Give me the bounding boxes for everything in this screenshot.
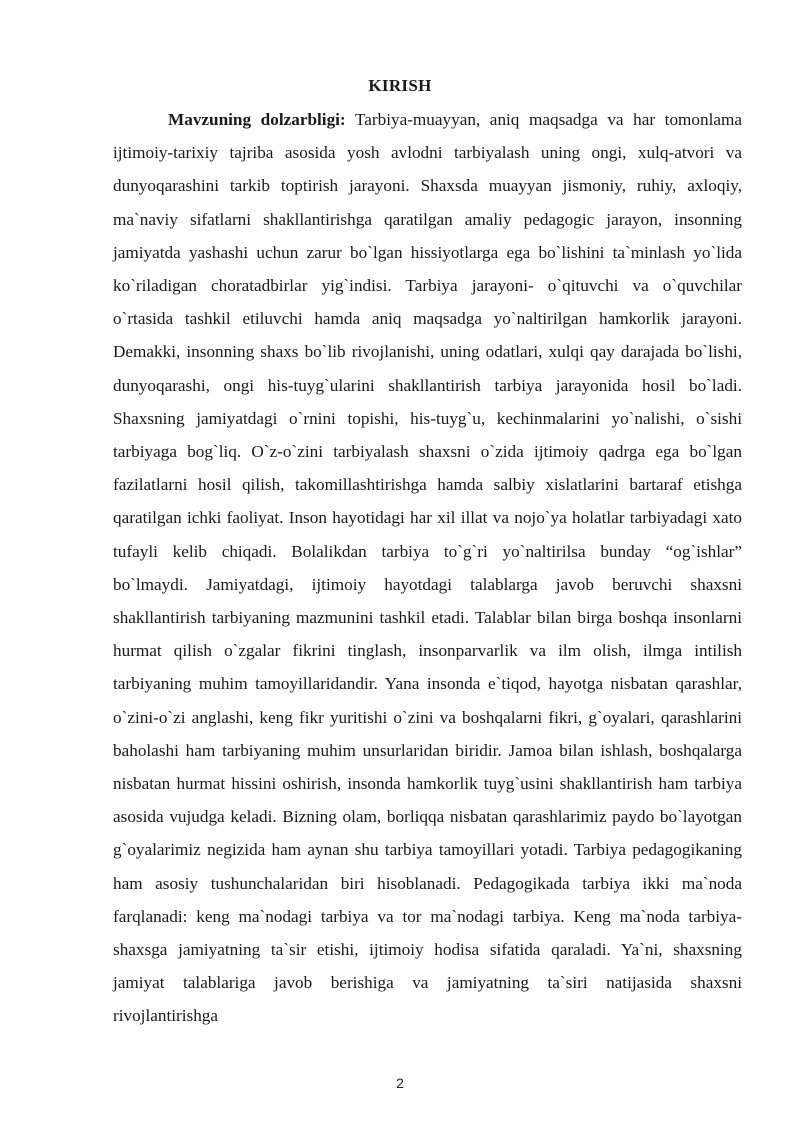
- section-heading: KIRISH: [368, 76, 432, 95]
- lead-label: Mavzuning dolzarbligi:: [168, 110, 346, 129]
- body-paragraph: [113, 103, 742, 1033]
- paragraph-text: Tarbiya-muayyan, aniq maqsadga va har tomonlama ijtimoiy-tarixiy tajriba asosida yosh avlodni tarbiyalash uning ongi, xulq-atvori va dunyoqarashini tarkib toptirish jarayoni. Shaxsda muayyan jismoniy, ruhiy, axloqiy, ma`naviy sifatlarni shakllantirishga qaratilgan amaliy pedagogic jarayon, insonning jamiyatda yashashi uchun zarur bo`lgan hissiyotlarga ega bo`lishini ta`minlash yo`lida ko`riladigan choratadbirlar yig`indisi. Tarbiya jarayoni- o`qituvchi va o`quvchilar o`rtasida tashkil etiluvchi hamda aniq maqsadga yo`naltirilgan hamkorlik jarayoni. Demakki, insonning shaxs bo`lib rivojlanishi, uning odatlari, xulqi qay darajada bo`lishi, dunyoqarashi, ongi his-tuyg`ularini shakllantirish tarbiya jarayonida hosil bo`ladi. Shaxsning jamiyatdagi o`rnini topishi, his-tuyg`u, kechinmalarini yo`nalishi, o`sishi tarbiyaga bog`liq. O`z-o`zini tarbiyalash shaxsni o`zida ijtimoiy qadrga ega bo`lgan fazilatlarni hosil qilish, takomillashtirishga hamda salbiy xislatlarini bartaraf etishga qaratilgan ichki faoliyat. Inson hayotidagi har xil illat va nojo`ya holatlar tarbiyadagi xato tufayli kelib chiqadi. Bolalikdan tarbiya to`g`ri yo`naltirilsa bunday “og`ishlar” bo`lmaydi. Jamiyatdagi, ijtimoiy hayotdagi talablarga javob beruvchi shaxsni shakllantirish tarbiyaning mazmunini tashkil etadi. Talablar bilan birga boshqa insonlarni hurmat qilish o`zgalar fikrini tinglash, insonparvarlik va ilm olish, ilmga intilish tarbiyaning muhim tamoyillaridandir. Yana insonda e`tiqod, hayotga nisbatan qarashlar, o`zini-o`zi anglashi, keng fikr yuritishi o`zini va boshqalarni fikri, g`oyalari, qarashlarini baholashi ham tarbiyaning muhim unsurlaridan biridir. Jamoa bilan ishlash, boshqalarga nisbatan hurmat hissini oshirish, insonda hamkorlik tuyg`usini shakllantirish ham tarbiya asosida vujudga keladi. Bizning olam, borliqqa nisbatan qarashlarimiz paydo bo`layotgan g`oyalarimiz negizida ham aynan shu tarbiya tamoyillari yotadi. Tarbiya pedagogikaning ham asosiy tushunchalaridan biri hisoblanadi. Pedagogikada tarbiya ikki ma`noda farqlanadi: keng ma`nodagi tarbiya va tor ma`nodagi tarbiya. Keng ma`noda tarbiya- shaxsga jamiyatning ta`sir etishi, ijtimoiy hodisa sifatida qaraladi. Ya`ni, shaxsning jamiyat talablariga javob berishiga va jamiyatning ta`siri natijasida shaxsni rivojlantirishga: [113, 110, 742, 1026]
- page-number: 2: [396, 1075, 404, 1091]
